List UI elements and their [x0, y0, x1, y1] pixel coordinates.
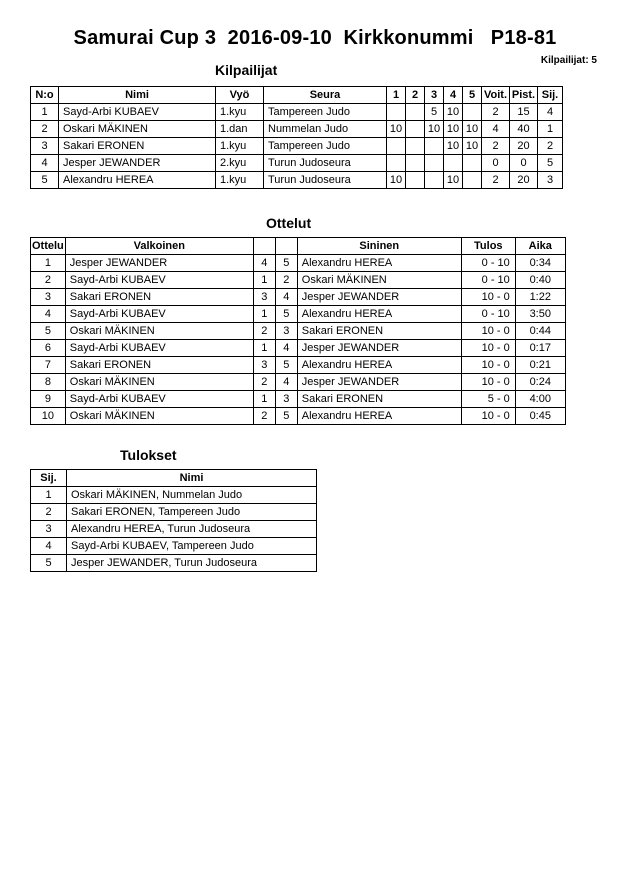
- cell-valkoinen-no: 2: [253, 408, 275, 425]
- cell-nimi: Alexandru HEREA: [59, 172, 216, 189]
- cell-tulos: 10 - 0: [461, 357, 515, 374]
- cell-no: 4: [31, 155, 59, 172]
- result-row: [31, 555, 317, 572]
- col-header-vyo: Vyö: [216, 87, 264, 104]
- cell-nimi: Sayd-Arbi KUBAEV, Tampereen Judo: [67, 538, 317, 555]
- competitor-row: [31, 155, 563, 172]
- cell-valkoinen: Sakari ERONEN: [65, 289, 253, 306]
- cell-score-1: 10: [387, 172, 406, 189]
- cell-vyo: 1.kyu: [216, 172, 264, 189]
- cell-valkoinen-no: 1: [253, 340, 275, 357]
- cell-score-2: [406, 155, 425, 172]
- cell-sininen-no: 5: [275, 306, 297, 323]
- cell-sininen: Jesper JEWANDER: [297, 340, 461, 357]
- cell-match-no: 9: [31, 391, 66, 408]
- cell-valkoinen: Oskari MÄKINEN: [65, 323, 253, 340]
- cell-nimi: Oskari MÄKINEN: [59, 121, 216, 138]
- cell-sij: 3: [31, 521, 67, 538]
- result-row: [31, 538, 317, 555]
- col-header-5: 5: [463, 87, 482, 104]
- cell-sininen-no: 5: [275, 357, 297, 374]
- cell-sij: 2: [538, 138, 563, 155]
- result-row: [31, 521, 317, 538]
- cell-valkoinen-no: 2: [253, 323, 275, 340]
- col-header-valkoinen: Valkoinen: [65, 238, 253, 255]
- match-row: [31, 289, 566, 306]
- col-header-nimi: Nimi: [59, 87, 216, 104]
- tulokset-header-row: [31, 470, 317, 487]
- cell-sininen: Sakari ERONEN: [297, 323, 461, 340]
- cell-sininen-no: 4: [275, 374, 297, 391]
- cell-aika: 3:50: [515, 306, 565, 323]
- cell-valkoinen: Oskari MÄKINEN: [65, 408, 253, 425]
- cell-score-2: [406, 121, 425, 138]
- match-row: [31, 374, 566, 391]
- cell-seura: Nummelan Judo: [264, 121, 387, 138]
- cell-tulos: 10 - 0: [461, 374, 515, 391]
- col-header-sij: Sij.: [538, 87, 563, 104]
- cell-valkoinen: Sayd-Arbi KUBAEV: [65, 391, 253, 408]
- cell-tulos: 10 - 0: [461, 408, 515, 425]
- cell-valkoinen: Sayd-Arbi KUBAEV: [65, 272, 253, 289]
- cell-aika: 4:00: [515, 391, 565, 408]
- cell-seura: Tampereen Judo: [264, 138, 387, 155]
- cell-voit: 2: [482, 138, 510, 155]
- cell-voit: 4: [482, 121, 510, 138]
- col-header-sij: Sij.: [31, 470, 67, 487]
- col-header-ottelu: Ottelu: [31, 238, 66, 255]
- col-header-pist: Pist.: [510, 87, 538, 104]
- cell-pist: 20: [510, 138, 538, 155]
- cell-valkoinen: Oskari MÄKINEN: [65, 374, 253, 391]
- cell-voit: 2: [482, 172, 510, 189]
- cell-match-no: 1: [31, 255, 66, 272]
- cell-aika: 1:22: [515, 289, 565, 306]
- cell-score-4: [444, 155, 463, 172]
- cell-sij: 2: [31, 504, 67, 521]
- cell-tulos: 10 - 0: [461, 289, 515, 306]
- cell-valkoinen: Sakari ERONEN: [65, 357, 253, 374]
- cell-nimi: Sayd-Arbi KUBAEV: [59, 104, 216, 121]
- cell-vyo: 2.kyu: [216, 155, 264, 172]
- match-row: [31, 306, 566, 323]
- cell-score-1: 10: [387, 121, 406, 138]
- cell-score-4: 10: [444, 172, 463, 189]
- cell-score-5: 10: [463, 138, 482, 155]
- cell-score-3: 10: [425, 121, 444, 138]
- cell-sij: 4: [538, 104, 563, 121]
- cell-score-1: [387, 104, 406, 121]
- cell-sij: 4: [31, 538, 67, 555]
- page-title: Samurai Cup 3 2016-09-10 Kirkkonummi P18-81: [73, 27, 557, 49]
- cell-score-4: 10: [444, 121, 463, 138]
- cell-sij: 1: [538, 121, 563, 138]
- cell-seura: Turun Judoseura: [264, 172, 387, 189]
- cell-sininen: Alexandru HEREA: [297, 357, 461, 374]
- cell-score-5: [463, 172, 482, 189]
- cell-score-4: 10: [444, 138, 463, 155]
- cell-tulos: 10 - 0: [461, 340, 515, 357]
- result-row: [31, 487, 317, 504]
- cell-score-3: [425, 138, 444, 155]
- cell-score-2: [406, 104, 425, 121]
- cell-no: 5: [31, 172, 59, 189]
- cell-seura: Turun Judoseura: [264, 155, 387, 172]
- match-row: [31, 255, 566, 272]
- cell-valkoinen: Sayd-Arbi KUBAEV: [65, 306, 253, 323]
- cell-tulos: 0 - 10: [461, 306, 515, 323]
- cell-tulos: 0 - 10: [461, 255, 515, 272]
- cell-match-no: 2: [31, 272, 66, 289]
- ottelut-header-row: [31, 238, 566, 255]
- cell-vyo: 1.dan: [216, 121, 264, 138]
- col-header-nimi: Nimi: [67, 470, 317, 487]
- col-header-no: N:o: [31, 87, 59, 104]
- cell-nimi: Alexandru HEREA, Turun Judoseura: [67, 521, 317, 538]
- cell-score-5: [463, 155, 482, 172]
- cell-match-no: 10: [31, 408, 66, 425]
- cell-sininen-no: 4: [275, 289, 297, 306]
- cell-sininen: Sakari ERONEN: [297, 391, 461, 408]
- cell-valkoinen-no: 1: [253, 391, 275, 408]
- cell-valkoinen-no: 3: [253, 289, 275, 306]
- cell-nimi: Jesper JEWANDER, Turun Judoseura: [67, 555, 317, 572]
- kilpailijat-header-row: [31, 87, 563, 104]
- cell-nimi: Jesper JEWANDER: [59, 155, 216, 172]
- cell-tulos: 5 - 0: [461, 391, 515, 408]
- cell-pist: 40: [510, 121, 538, 138]
- cell-sininen: Alexandru HEREA: [297, 255, 461, 272]
- ottelut-table: [30, 237, 566, 425]
- cell-score-5: [463, 104, 482, 121]
- cell-valkoinen-no: 2: [253, 374, 275, 391]
- cell-tulos: 0 - 10: [461, 272, 515, 289]
- col-header-blank-2: [275, 238, 297, 255]
- cell-valkoinen-no: 1: [253, 272, 275, 289]
- cell-match-no: 4: [31, 306, 66, 323]
- cell-sininen: Alexandru HEREA: [297, 408, 461, 425]
- cell-pist: 0: [510, 155, 538, 172]
- cell-valkoinen: Jesper JEWANDER: [65, 255, 253, 272]
- cell-aika: 0:17: [515, 340, 565, 357]
- cell-pist: 15: [510, 104, 538, 121]
- cell-match-no: 7: [31, 357, 66, 374]
- match-row: [31, 391, 566, 408]
- cell-voit: 2: [482, 104, 510, 121]
- cell-sij: 3: [538, 172, 563, 189]
- cell-nimi: Oskari MÄKINEN, Nummelan Judo: [67, 487, 317, 504]
- cell-sininen-no: 5: [275, 408, 297, 425]
- cell-tulos: 10 - 0: [461, 323, 515, 340]
- cell-sininen-no: 3: [275, 391, 297, 408]
- cell-score-2: [406, 172, 425, 189]
- cell-valkoinen: Sayd-Arbi KUBAEV: [65, 340, 253, 357]
- cell-match-no: 8: [31, 374, 66, 391]
- cell-no: 2: [31, 121, 59, 138]
- col-header-2: 2: [406, 87, 425, 104]
- cell-match-no: 3: [31, 289, 66, 306]
- tulokset-table: [30, 469, 317, 572]
- competitor-row: [31, 172, 563, 189]
- col-header-aika: Aika: [515, 238, 565, 255]
- cell-valkoinen-no: 4: [253, 255, 275, 272]
- cell-pist: 20: [510, 172, 538, 189]
- cell-score-3: 5: [425, 104, 444, 121]
- cell-aika: 0:21: [515, 357, 565, 374]
- cell-aika: 0:40: [515, 272, 565, 289]
- cell-score-3: [425, 172, 444, 189]
- cell-sininen-no: 5: [275, 255, 297, 272]
- cell-nimi: Sakari ERONEN, Tampereen Judo: [67, 504, 317, 521]
- cell-sininen: Alexandru HEREA: [297, 306, 461, 323]
- competitor-row: [31, 138, 563, 155]
- cell-match-no: 5: [31, 323, 66, 340]
- cell-score-2: [406, 138, 425, 155]
- match-row: [31, 408, 566, 425]
- match-row: [31, 340, 566, 357]
- cell-score-1: [387, 138, 406, 155]
- cell-sij: 5: [538, 155, 563, 172]
- col-header-tulos: Tulos: [461, 238, 515, 255]
- competitor-row: [31, 121, 563, 138]
- cell-sininen-no: 3: [275, 323, 297, 340]
- cell-score-5: 10: [463, 121, 482, 138]
- cell-aika: 0:34: [515, 255, 565, 272]
- cell-nimi: Sakari ERONEN: [59, 138, 216, 155]
- cell-sininen: Jesper JEWANDER: [297, 374, 461, 391]
- result-row: [31, 504, 317, 521]
- cell-aika: 0:45: [515, 408, 565, 425]
- cell-score-4: 10: [444, 104, 463, 121]
- cell-voit: 0: [482, 155, 510, 172]
- kilpailijat-heading: Kilpailijat: [215, 62, 278, 78]
- match-row: [31, 272, 566, 289]
- competitor-row: [31, 104, 563, 121]
- cell-sininen: Jesper JEWANDER: [297, 289, 461, 306]
- cell-vyo: 1.kyu: [216, 104, 264, 121]
- col-header-4: 4: [444, 87, 463, 104]
- match-row: [31, 357, 566, 374]
- col-header-3: 3: [425, 87, 444, 104]
- cell-valkoinen-no: 1: [253, 306, 275, 323]
- cell-valkoinen-no: 3: [253, 357, 275, 374]
- col-header-seura: Seura: [264, 87, 387, 104]
- kilpailijat-table: [30, 86, 563, 189]
- cell-aika: 0:44: [515, 323, 565, 340]
- cell-sij: 5: [31, 555, 67, 572]
- cell-sininen: Oskari MÄKINEN: [297, 272, 461, 289]
- cell-no: 1: [31, 104, 59, 121]
- cell-sininen-no: 4: [275, 340, 297, 357]
- ottelut-heading: Ottelut: [266, 215, 312, 231]
- cell-score-1: [387, 155, 406, 172]
- cell-match-no: 6: [31, 340, 66, 357]
- cell-no: 3: [31, 138, 59, 155]
- cell-seura: Tampereen Judo: [264, 104, 387, 121]
- cell-score-3: [425, 155, 444, 172]
- col-header-blank-1: [253, 238, 275, 255]
- col-header-1: 1: [387, 87, 406, 104]
- col-header-voit: Voit.: [482, 87, 510, 104]
- competitors-count: Kilpailijat: 5: [540, 55, 597, 66]
- cell-vyo: 1.kyu: [216, 138, 264, 155]
- cell-sininen-no: 2: [275, 272, 297, 289]
- col-header-sininen: Sininen: [297, 238, 461, 255]
- cell-aika: 0:24: [515, 374, 565, 391]
- cell-sij: 1: [31, 487, 67, 504]
- tulokset-heading: Tulokset: [120, 447, 177, 463]
- match-row: [31, 323, 566, 340]
